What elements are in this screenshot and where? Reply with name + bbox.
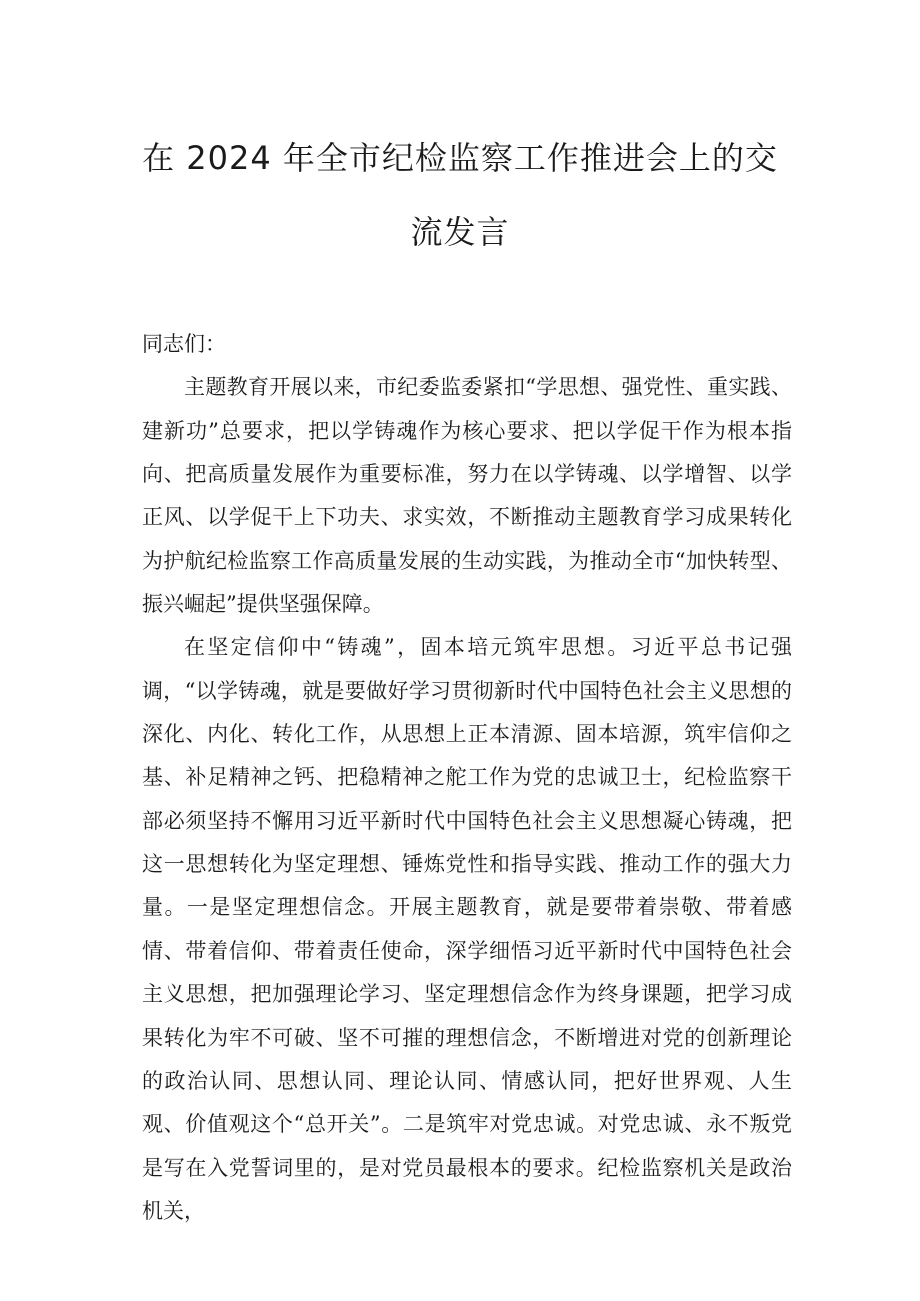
document-title-line-2: 流发言 (410, 213, 510, 251)
paragraph-2: 在坚定信仰中“铸魂”，固本培元筑牢思想。习近平总书记强调，“以学铸魂，就是要做好学习贯彻新时代中国特色社会主义思想的深化、内化、转化工作，从思想上正本清源、固本培源，筑牢信仰之基、补足精神之钙、把稳精神之舵工作为党的忠诚卫士，纪检监察干部必须坚持不懈用习近平新时代中国特色社会主义思想凝心铸魂，把这一思想转化为坚定理想、锤炼党性和指导实践、推动工作的强大力量。一是坚定理想信念。开展主题教育，就是要带着崇敬、带着感情、带着信仰、带着责任使命，深学细悟习近平新时代中国特色社会主义思想，把加强理论学习、坚定理想信念作为终身课题，把学习成果转化为牢不可破、坚不可摧的理想信念，不断增进对党的创新理论的政治认同、思想认同、理论认同、情感认同，把好世界观、人生观、价值观这个“总开关”。二是筑牢对党忠诚。对党忠诚、永不叛党是写在入党誓词里的，是对党员最根本的要求。纪检监察机关是政治机关， (142, 635, 792, 1223)
document-body (142, 323, 792, 1233)
paragraph-1: 主题教育开展以来，市纪委监委紧扣“学思想、强党性、重实践、建新功”总要求，把以学铸魂作为核心要求、把以学促干作为根本指向、把高质量发展作为重要标准，努力在以学铸魂、以学增智、以学正风、以学促干上下功夫、求实效，不断推动主题教育学习成果转化为护航纪检监察工作高质量发展的生动实践，为推动全市“加快转型、振兴崛起”提供坚强保障。 (142, 375, 792, 617)
document-title-line-1: 在 2024 年全市纪检监察工作推进会上的交 (142, 139, 778, 177)
salutation: 同志们： (142, 332, 226, 356)
